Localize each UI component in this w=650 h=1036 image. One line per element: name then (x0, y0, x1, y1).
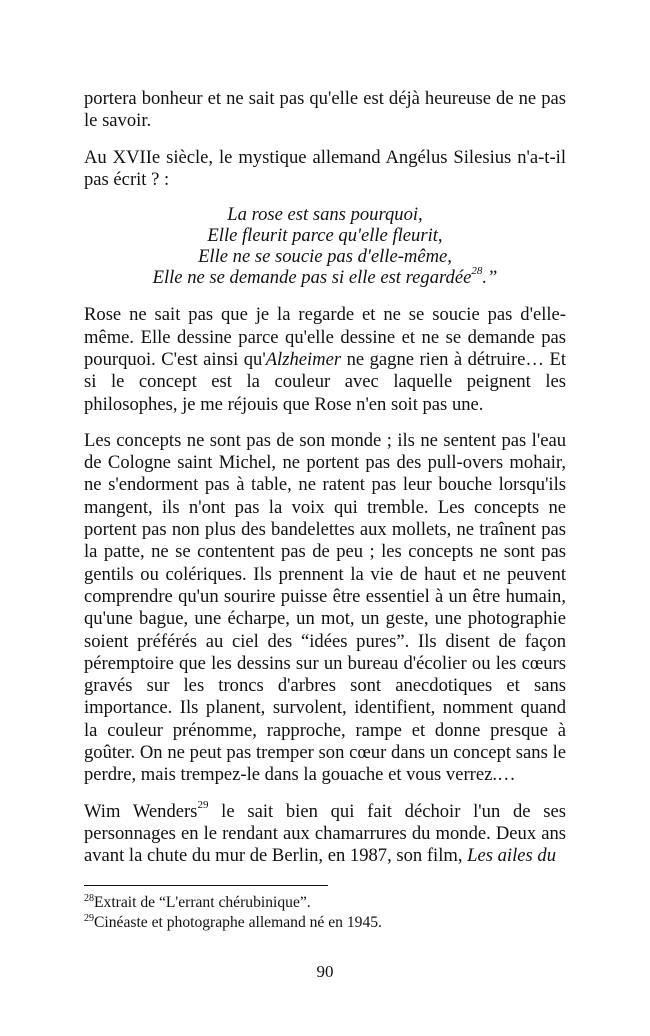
paragraph-5-part-2: le sait bien qui fait déchoir l'un de ses personnages en le rendant aux chamarrures du monde. Deux ans avant la chute du mur de Berlin, en 1987, son film, (84, 800, 567, 867)
footnote-text: Extrait de “L'errant chérubinique”. (94, 894, 311, 911)
footnote-ref-28[interactable]: 28 (471, 265, 483, 278)
poem-line-4 (84, 265, 566, 289)
paragraph-2: Au XVIIe siècle, le mystique allemand Angélus Silesius n'a-t-il pas écrit ? : (84, 146, 566, 190)
paragraph-4: Les concepts ne sont pas de son monde ; ils ne sentent pas l'eau de Cologne saint Michel, ne portent pas des pull-overs mohair, ne s'endorment pas à table, ne ratent pas leur bouche lorsqu'ils mangent, ils n'ont pas la voix qui tremble. Les concepts ne portent pas non plus des bandelettes aux mollets, ne traînent pas la patte, ne se contentent pas de peu ; les concepts ne sont pas gentils ou colériques. Ils prennent la vie de haut et ne peuvent comprendre qu'un sourire puisse être essentiel à un être humain, qu'une bague, une écharpe, un mot, un geste, une photographie soient préférés au ciel des “idées pures”. Ils disent de façon péremptoire que les dessins sur un bureau d'écolier ou les cœurs gravés sur les troncs d'arbres sont anecdotiques et sans importance. Ils planent, survolent, identifient, nomment quand la couleur prénomme, rapproche, rampe et donne presque à goûter. On ne peut pas tremper son cœur dans un concept sans le perdre, mais trempez-le dans la gouache et vous verrez.… (84, 429, 566, 786)
page-body (84, 88, 566, 868)
paragraph-1: portera bonheur et ne sait pas qu'elle est déjà heureuse de ne pas le savoir. (84, 88, 566, 132)
paragraph-3-part-1: Rose ne sait pas que je la regarde et ne se soucie pas d'elle-même. Elle dessine parce qu'elle dessine et ne se demande pas pourquoi. C'est ainsi qu' (84, 304, 566, 370)
footnote-28 (84, 893, 566, 913)
poem-line-4-tail: .” (482, 266, 498, 288)
footnote-29 (84, 913, 566, 933)
poem-quote (84, 205, 566, 288)
poem-line-4-text: Elle ne se demande pas si elle est regardée (152, 266, 472, 288)
footnotes (84, 893, 566, 933)
alzheimer-emphasis: Alzheimer (265, 348, 342, 370)
paragraph-5-part-1: Wim Wenders (84, 800, 198, 822)
footnote-number: 29 (84, 912, 94, 924)
poem-line-1: La rose est sans pourquoi, (227, 204, 423, 226)
poem-line-2: Elle fleurit parce qu'elle fleurit, (207, 224, 443, 246)
poem-line-3: Elle ne se soucie pas d'elle-même, (198, 245, 452, 267)
footnote-divider (84, 885, 328, 886)
paragraph-5 (84, 801, 566, 868)
footnote-text: Cinéaste et photographe allemand né en 1945. (94, 914, 382, 931)
footnote-ref-29[interactable]: 29 (197, 799, 209, 812)
film-title-emphasis: Les ailes du (467, 845, 556, 867)
page-number: 90 (316, 962, 334, 981)
footnote-number: 28 (84, 892, 94, 904)
paragraph-3-part-2: ne gagne rien à détruire… Et si le concept est la couleur avec laquelle peignent les philosophes, je me réjouis que Rose n'en soit pas une. (84, 348, 566, 415)
paragraph-3 (84, 304, 566, 415)
